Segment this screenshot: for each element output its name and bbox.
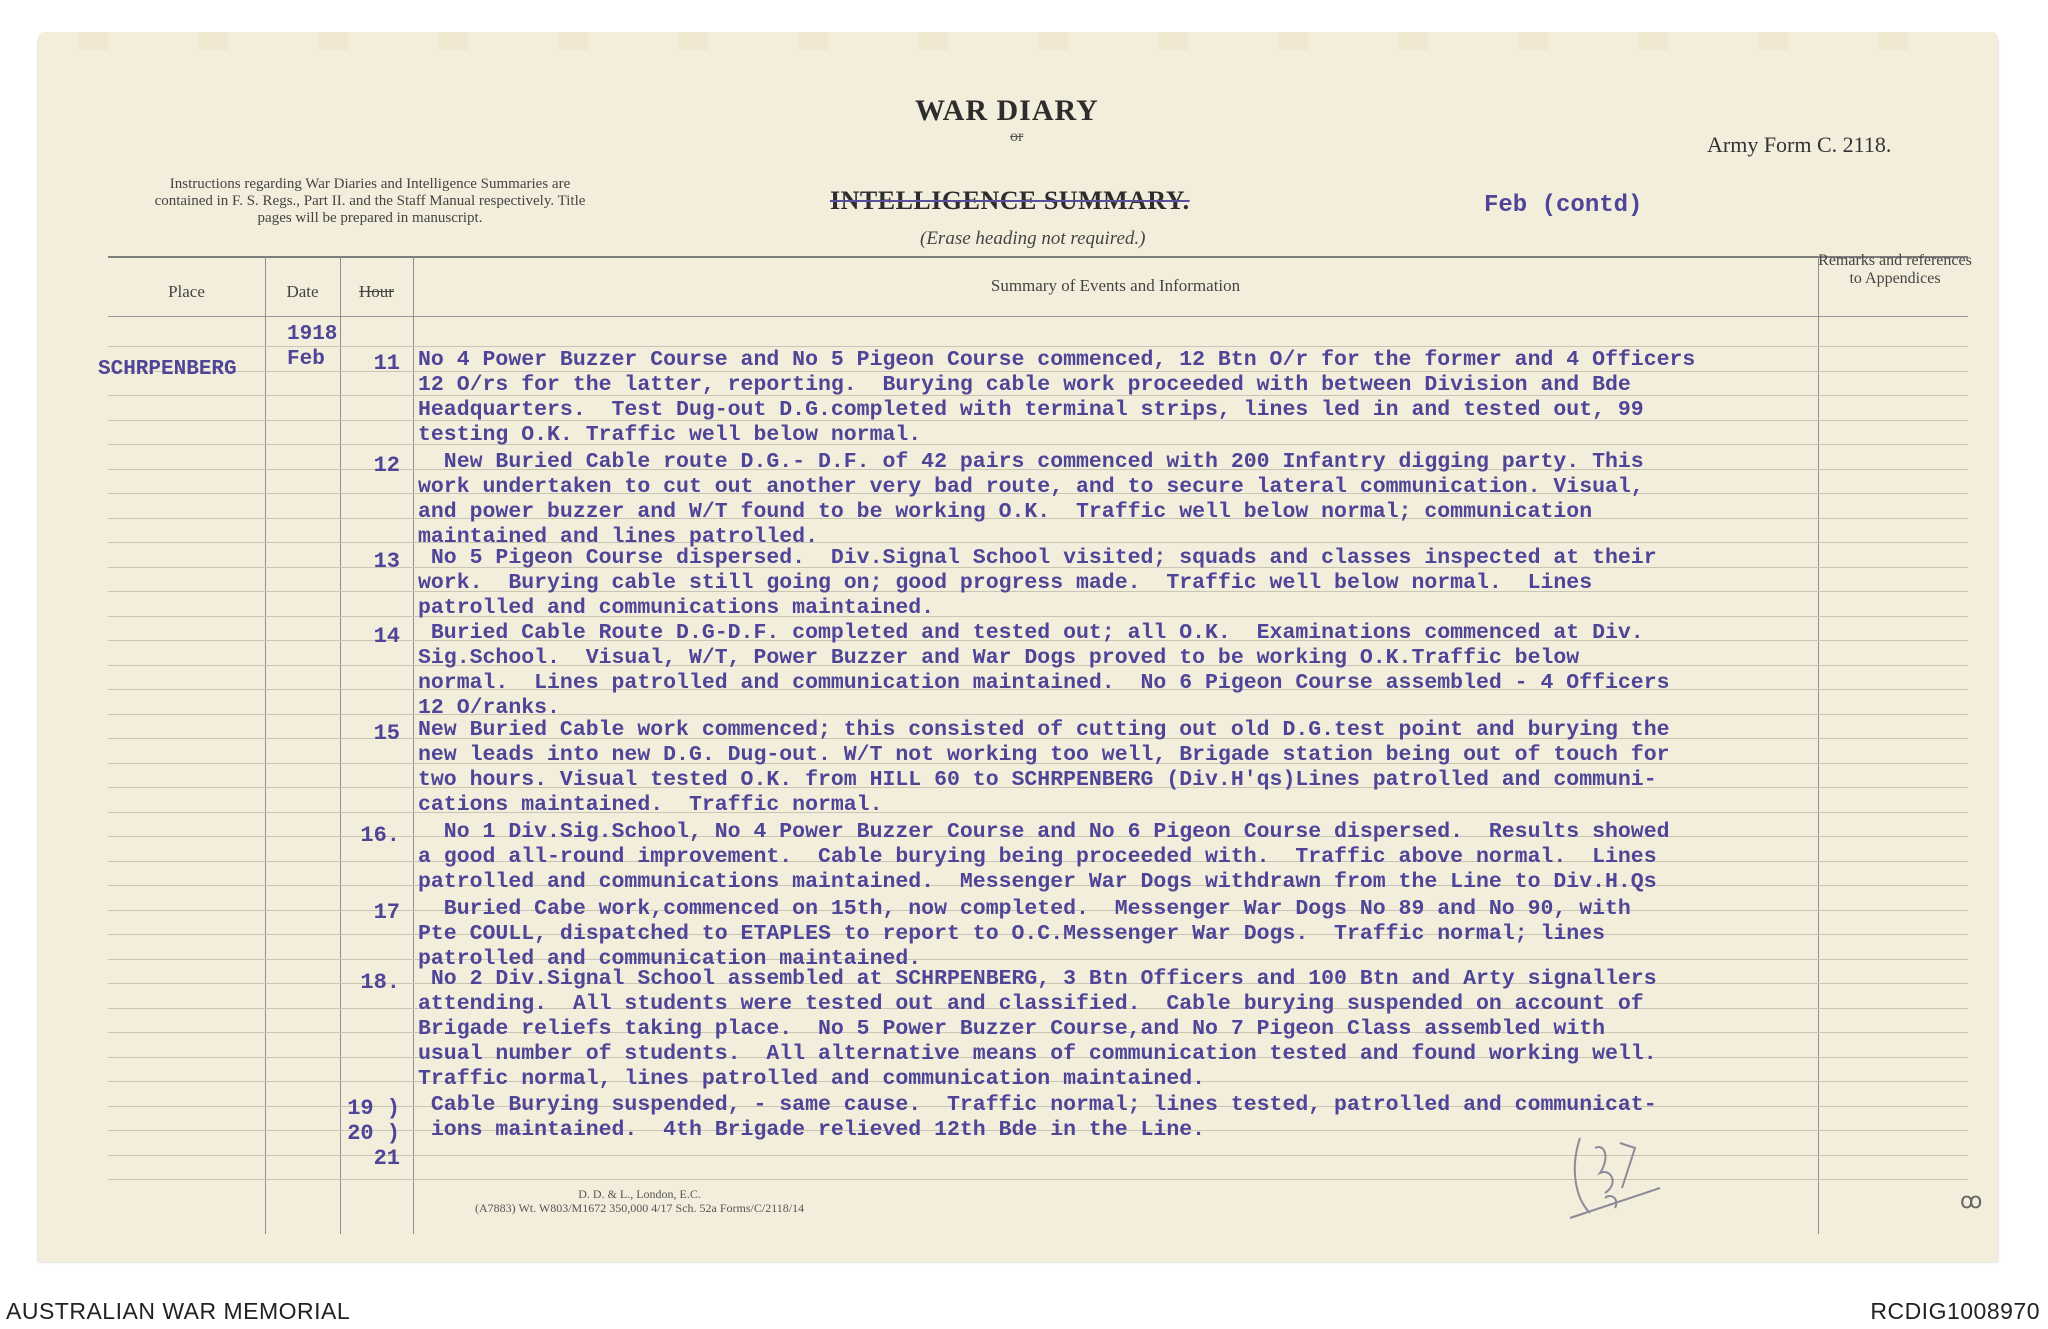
entry-day: 14 (373, 624, 400, 649)
entry-text: New Buried Cable route D.G.- D.F. of 42 pairs commenced with 200 Infantry digging party. This work undertaken to cut out another very bad route, and to secure lateral communication. Visual, and power buzzer and W/T found to be working O.K. Traffic well below normal; communication maintained and lines patrolled. (418, 450, 1644, 549)
entry-text: No 1 Div.Sig.School, No 4 Power Buzzer Course and No 6 Pigeon Course dispersed. Results showed a good all-round improvement. Cable burying being proceeded with. Traffic above normal. Lines patrolled and communications maintained. Messenger War Dogs withdrawn from the Line to Div.H.Qs (418, 820, 1670, 894)
col-header-date: Date (286, 282, 319, 301)
torn-edge (38, 32, 1998, 50)
col-header-hour: Hour (359, 282, 394, 301)
year: 1918 (287, 323, 338, 346)
entry-day: 12 (373, 453, 400, 478)
entry-day: 16. (360, 823, 400, 848)
ruled-line (108, 346, 1968, 347)
col-header-summary: Summary of Events and Information (990, 276, 1241, 295)
col-header-remarks: Remarks and references to Appendices (1818, 252, 1972, 287)
archive-credit: AUSTRALIAN WAR MEMORIAL (6, 1298, 351, 1324)
entry-day: 17 (373, 900, 400, 925)
page-title: WAR DIARY (915, 94, 1099, 127)
entry-text: No 4 Power Buzzer Course and No 5 Pigeon Course commenced, 12 Btn O/r for the former and 4 Officers 12 O/rs for the latter, reporting. Burying cable work proceeded with between Division and Bde Headquarters. Test Dug-out D.G.completed with terminal strips, lines led in and tested out, 99 testing O.K. Traffic well below normal. (418, 348, 1696, 447)
entry-day: 18. (360, 970, 400, 995)
pencil-annotation-mark (1550, 1118, 1670, 1228)
entry-text: Buried Cabe work,commenced on 15th, now completed. Messenger War Dogs No 89 and No 90, with Pte COULL, dispatched to ETAPLES to report to O.C.Messenger War Dogs. Traffic normal; lines patrolled and communication maintained. (418, 897, 1631, 971)
month-heading: Feb (contd) (1484, 192, 1643, 219)
corner-pencil-mark: ꝏ (1960, 1188, 1983, 1213)
army-form-number: Army Form C. 2118. (1707, 132, 1892, 157)
header-bottom-rule (108, 316, 1968, 317)
archive-reference: RCDIG1008970 (1870, 1298, 2040, 1324)
entry-text: Buried Cable Route D.G-D.F. completed and tested out; all O.K. Examinations commenced at Div. Sig.School. Visual, W/T, Power Buzzer and War Dogs proved to be working O.K.Traffic below normal. Lines patrolled and communication maintained. No 6 Pigeon Course assembled - 4 Officers 12 O/ranks. (418, 621, 1670, 720)
entry-day: 13 (373, 549, 400, 574)
entry-text: Cable Burying suspended, - same cause. Traffic normal; lines tested, patrolled and communicat- (418, 1093, 1657, 1117)
entry-day: 19 ) (347, 1096, 400, 1121)
col-header-place: Place (168, 282, 205, 301)
col-divider-place (265, 256, 266, 1234)
entry-text: ions maintained. 4th Brigade relieved 12th Bde in the Line. (418, 1118, 1206, 1142)
entry-day: 15 (373, 721, 400, 746)
entry-text: No 5 Pigeon Course dispersed. Div.Signal School visited; squads and classes inspected at their work. Burying cable still going on; good progress made. Traffic well below normal. Lines patrolled and communications maintained. (418, 546, 1657, 620)
col-divider-hour (413, 256, 414, 1234)
page-subtitle: INTELLIGENCE SUMMARY. (830, 186, 1190, 215)
entry-day: 20 ) (347, 1121, 400, 1146)
instructions-note: Instructions regarding War Diaries and Intelligence Summaries are contained in F. S. Regs., Part II. and the Staff Manual respectively. Title pages will be prepared in manuscript. (154, 176, 586, 226)
or-word: or (1010, 128, 1024, 145)
entry-text: New Buried Cable work commenced; this consisted of cutting out old D.G.test point and burying the new leads into new D.G. Dug-out. W/T not working too well, Brigade station being out of touch for two hours. Visual tested O.K. from HILL 60 to SCHRPENBERG (Div.H'qs)Lines patrolled and communi- cations maintained. Traffic normal. (418, 718, 1670, 817)
printer-imprint: D. D. & L., London, E.C. (A7883) Wt. W803/M1672 350,000 4/17 Sch. 52a Forms/C/2118/14 (475, 1187, 805, 1215)
entry-day: 11 (373, 351, 400, 376)
place-name: SCHRPENBERG (98, 358, 237, 381)
entry-text: No 2 Div.Signal School assembled at SCHRPENBERG, 3 Btn Officers and 100 Btn and Arty signallers attending. All students were tested out and classified. Cable burying suspended on account of Brigade reliefs taking place. No 5 Power Buzzer Course,and No 7 Pigeon Class assembled with usual number of students. All alternative means of communication tested and found working well. Traffic normal, lines patrolled and communication maintained. (418, 967, 1657, 1091)
erase-note: (Erase heading not required.) (920, 228, 1146, 249)
ruled-line (108, 1179, 1968, 1180)
month-short: Feb (287, 348, 325, 371)
entry-day: 21 (373, 1146, 400, 1171)
table-top-rule (108, 256, 1968, 258)
